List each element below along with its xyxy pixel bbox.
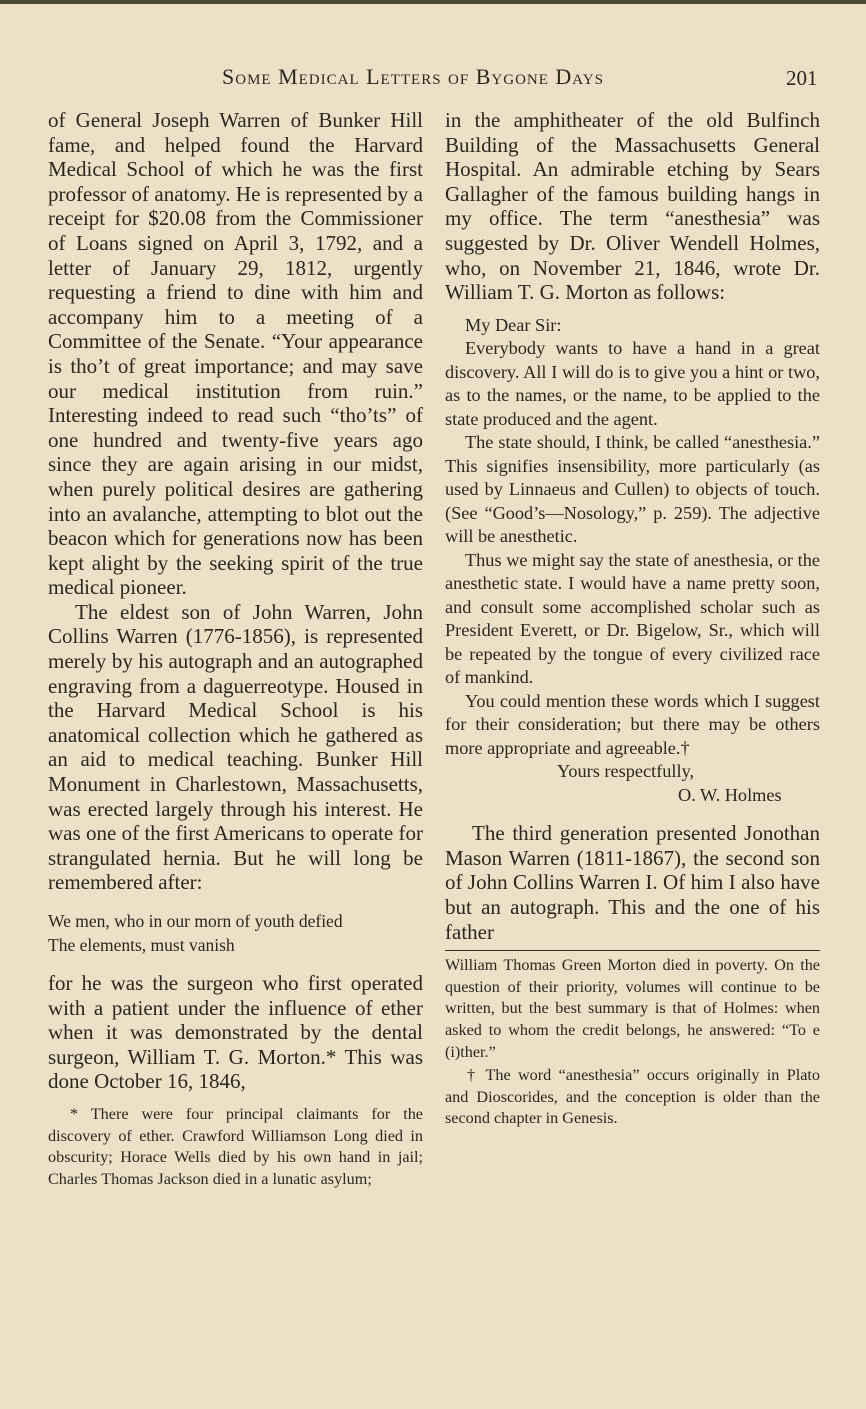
body-paragraph: of General Joseph Warren of Bunker Hill fame, and helped found the Harvard Medical School of which he was the first professor of anatomy. He is represented by a receipt for $20.08 from the Commissioner of Loans signed on April 3, 1792, and a letter of January 29, 1812, urgently requesting a friend to dine with him and accompany him to a meeting of a Committee of the Senate. “Your appearance is tho’t of great importance; and may save our medical institution from ruin.” Interesting indeed to read such “tho’ts” of one hundred and twenty-five years ago since they are again arising in our midst, when purely political desires are gathering into an avalanche, attempting to blot out the beacon which for generations now has been kept alight by the seeking spirit of the true medical pioneer. xyxy=(48,108,423,600)
letter-salutation: My Dear Sir: xyxy=(465,314,562,335)
body-paragraph: The third generation presented Jonothan Mason Warren (1811-1867), the second son of John Collins Warren I. Of him I also have but an autograph. This and the one of his father xyxy=(445,821,820,944)
letter-paragraph: Everybody wants to have a hand in a great discovery. All I will do is to give you a hint or two, as to the names, or the name, to be applied to the state produced and the agent. xyxy=(445,338,820,429)
quote-line: The elements, must vanish xyxy=(48,935,235,955)
letter-paragraph: Thus we might say the state of anesthesia, or the anesthetic state. I would have a name pretty soon, and consult some accomplished scholar such as President Everett, or Dr. Bigelow, Sr., which will be repeated by the tongue of every civilized race of mankind. xyxy=(445,549,820,688)
letter-signature: O. W. Holmes xyxy=(678,784,782,805)
quote-line: We men, who in our morn of youth defied xyxy=(48,911,343,931)
page-number: 201 xyxy=(786,66,818,90)
left-column xyxy=(48,108,423,1190)
letter-paragraph: The state should, I think, be called “anesthesia.” This signifies insensibility, more particularly (as used by Linnaeus and Cullen) to objects of touch. (See “Good’s—Nosology,” p. 259). The adjective will be anesthetic. xyxy=(445,432,820,547)
footnote-dagger: † The word “anesthesia” occurs originally in Plato and Dioscorides, and the conception is older than the second chapter in Genesis. xyxy=(445,1066,820,1128)
page-header xyxy=(0,60,866,96)
footnote-continued: William Thomas Green Morton died in poverty. On the question of their priority, volumes will continue to be written, but the best summary is that of Holmes: when asked to whom the credit belongs, he answered: “To e (i)ther.” xyxy=(445,956,820,1061)
body-paragraph: in the amphitheater of the old Bulfinch Building of the Massachusetts General Hospital. An admirable etching by Sears Gallagher of the famous building hangs in my office. The term “anesthesia” was suggested by Dr. Oliver Wendell Holmes, who, on November 21, 1846, wrote Dr. William T. G. Morton as follows: xyxy=(445,108,820,305)
verse-quote xyxy=(48,909,423,957)
footnote-rule xyxy=(445,950,820,951)
right-column xyxy=(445,108,820,1130)
running-title: Some Medical Letters of Bygone Days xyxy=(222,64,604,89)
body-paragraph: for he was the surgeon who first operated with a patient under the influence of ether when it was demonstrated by the dental surgeon, William T. G. Morton.* This was done October 16, 1846, xyxy=(48,971,423,1094)
top-border xyxy=(0,0,866,4)
letter-signoff: Yours respectfully, xyxy=(557,761,695,782)
footnote: * There were four principal claimants for the discovery of ether. Crawford Williamson Long died in obscurity; Horace Wells died by his own hand in jail; Charles Thomas Jackson died in a lunatic asylum; xyxy=(48,1104,423,1188)
letter-paragraph: You could mention these words which I suggest for their consideration; but there may be others more appropriate and agreeable.† xyxy=(445,690,820,758)
holmes-letter xyxy=(445,314,820,808)
body-paragraph: The eldest son of John Warren, John Collins Warren (1776-1856), is represented merely by his autograph and an autographed engraving from a daguerreotype. Housed in the Harvard Medical School is his anatomical collection which he gathered as an aid to medical teaching. Bunker Hill Monument in Charlestown, Massachusetts, was erected largely through his interest. He was one of the first Americans to operate for strangulated hernia. But he will long be remembered after: xyxy=(48,599,423,895)
